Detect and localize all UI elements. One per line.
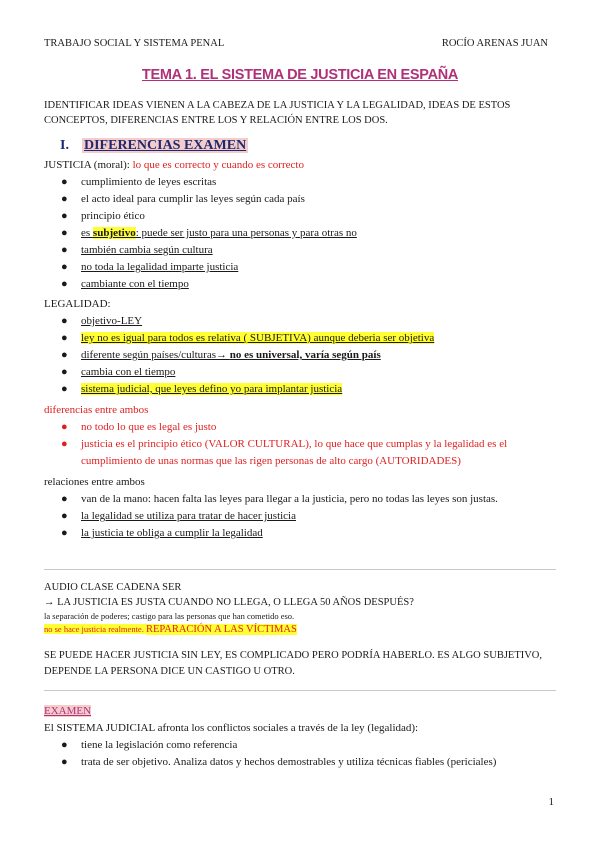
list-item: ● es subjetivo: puede ser justo para una personas y para otras no <box>61 227 357 239</box>
list-item: ● tiene la legislación como referencia <box>61 739 238 751</box>
list-item-text: la justicia te obliga a cumplir la legalidad <box>81 527 263 539</box>
list-item-text: no toda la legalidad imparte justicia <box>81 261 239 273</box>
list-item: ● también cambia según cultura <box>61 244 213 256</box>
list-item: ● ley no es igual para todos es relativa ( SUBJETIVA) aunque deberia ser objetiva <box>61 332 435 344</box>
justicia-heading <box>44 157 564 174</box>
list-item-text: cambiante con el tiempo <box>81 278 189 290</box>
justicia-label: JUSTICIA (moral): <box>44 159 133 171</box>
diferencias-label: diferencias entre ambos <box>44 404 149 416</box>
section-heading <box>60 138 248 154</box>
list-item-text: van de la mano: hacen falta las leyes para llegar a la justicia, pero no todas las leyes son justas. <box>81 493 498 505</box>
list-item-bold: no es universal, varía según país <box>229 349 381 361</box>
audio-note-small: no se hace justicia realmente. <box>44 624 146 634</box>
page-number: 1 <box>548 796 554 808</box>
list-item: ● trata de ser objetivo. Analiza datos y hechos demostrables y utiliza técnicas fiables (periciales) <box>61 756 497 768</box>
list-item: ● la justicia te obliga a cumplir la legalidad <box>61 527 263 539</box>
list-item-text: la legalidad se utiliza para tratar de hacer justicia <box>81 510 296 522</box>
relaciones-label: relaciones entre ambos <box>44 476 145 488</box>
list-item-text: es <box>81 227 93 239</box>
list-item-text: : puede ser justo para una personas y para otras no <box>135 227 357 239</box>
audio-question: → LA JUSTICIA ES JUSTA CUANDO NO LLEGA, O LLEGA 50 AÑOS DESPUÉS? <box>44 597 414 608</box>
header-right: ROCÍO ARENAS JUAN <box>441 38 548 49</box>
justicia-definition: lo que es correcto y cuando es correcto <box>132 159 304 171</box>
list-item-text: objetivo-LEY <box>81 315 143 327</box>
relaciones-list <box>44 491 564 542</box>
audio-title: AUDIO CLASE CADENA SER <box>44 582 182 593</box>
examen-list <box>44 737 564 771</box>
list-item: ● no toda la legalidad imparte justicia <box>61 261 239 273</box>
audio-note-2 <box>44 622 564 637</box>
diferencias-block <box>44 402 564 470</box>
list-item-text: cumplimiento de leyes escritas <box>81 176 217 188</box>
justicia-block <box>44 157 564 293</box>
list-item-highlight: ley no es igual para todos es relativa ( SUBJETIVA) aunque deberia ser objetiva <box>81 332 435 344</box>
list-item-highlight: sistema judicial, que leyes defino yo para implantar justicia <box>81 383 343 395</box>
list-item: ● objetivo-LEY <box>61 315 143 327</box>
list-item-highlight: subjetivo <box>92 227 136 239</box>
list-item: ● la legalidad se utiliza para tratar de hacer justicia <box>61 510 296 522</box>
section-number: I. <box>60 138 69 153</box>
examen-intro: El SISTEMA JUDICIAL afronta los conflictos sociales a través de la ley (legalidad): <box>44 722 419 734</box>
page-title <box>0 66 600 84</box>
audio-note: la separación de poderes; castigo para las personas que han cometido eso. <box>44 611 295 621</box>
list-item: ● principio ético <box>61 210 145 222</box>
diferencias-list <box>44 419 564 470</box>
list-item: ● cumplimiento de leyes escritas <box>61 176 217 188</box>
list-item: ● cambia con el tiempo <box>61 366 176 378</box>
examen-label: EXAMEN <box>44 705 92 717</box>
list-item-text: justicia es el principio ético (VALOR CULTURAL), lo que hace que cumplas y la legalidad es el cumplimiento de unas normas que las rigen personas de alto cargo (AUTORIDADES) <box>81 438 508 467</box>
relaciones-block <box>44 474 564 542</box>
divider <box>44 690 556 691</box>
examen-heading <box>44 703 564 720</box>
list-item: ● cambiante con el tiempo <box>61 278 189 290</box>
justicia-list <box>44 174 564 293</box>
page-title-text: TEMA 1. EL SISTEMA DE JUSTICIA EN ESPAÑA <box>141 67 459 83</box>
list-item: ● el acto ideal para cumplir las leyes según cada país <box>61 193 305 205</box>
audio-paragraph: SE PUEDE HACER JUSTICIA SIN LEY, ES COMPLICADO PERO PODRÍA HABERLO. ES ALGO SUBJETIVO, DEPENDE LA PERSONA DICE UN CASTIGO U OTRO. <box>44 650 543 677</box>
list-item: ● justicia es el principio ético (VALOR CULTURAL), lo que hace que cumplas y la legalidad es el cumplimiento de unas normas que las rigen personas de alto cargo (AUTORIDADES) <box>61 438 508 467</box>
list-item: ● diferente según países/culturas→ no es universal, varía según país <box>61 349 381 361</box>
section-label: DIFERENCIAS EXAMEN <box>84 138 247 153</box>
list-item-text: también cambia según cultura <box>81 244 213 256</box>
audio-block <box>44 580 564 680</box>
list-item: ● sistema judicial, que leyes defino yo para implantar justicia <box>61 383 343 395</box>
list-item-text: no todo lo que es legal es justo <box>81 421 217 433</box>
header-left: TRABAJO SOCIAL Y SISTEMA PENAL <box>44 38 225 49</box>
list-item-text: cambia con el tiempo <box>81 366 176 378</box>
divider <box>44 569 556 570</box>
list-item-text: tiene la legislación como referencia <box>81 739 238 751</box>
audio-note-highlight: REPARACIÓN A LAS VÍCTIMAS <box>145 624 297 635</box>
legalidad-label: LEGALIDAD: <box>44 298 111 310</box>
list-item: ● no todo lo que es legal es justo <box>61 421 217 433</box>
list-item-text: principio ético <box>81 210 145 222</box>
intro-paragraph: IDENTIFICAR IDEAS VIENEN A LA CABEZA DE LA JUSTICIA Y LA LEGALIDAD, IDEAS DE ESTOS CONCEPTOS, DIFERENCIAS ENTRE LOS Y RELACIÓN ENTRE LOS DOS. <box>44 100 511 126</box>
legalidad-list <box>44 313 564 398</box>
examen-block <box>44 703 564 771</box>
list-item-text: el acto ideal para cumplir las leyes según cada país <box>81 193 305 205</box>
list-item-text: trata de ser objetivo. Analiza datos y hechos demostrables y utiliza técnicas fiables (periciales) <box>81 756 497 768</box>
list-item: ● van de la mano: hacen falta las leyes para llegar a la justicia, pero no todas las leyes son justas. <box>61 493 498 505</box>
list-item-text: diferente según países/culturas→ <box>81 349 230 361</box>
legalidad-block <box>44 296 564 398</box>
